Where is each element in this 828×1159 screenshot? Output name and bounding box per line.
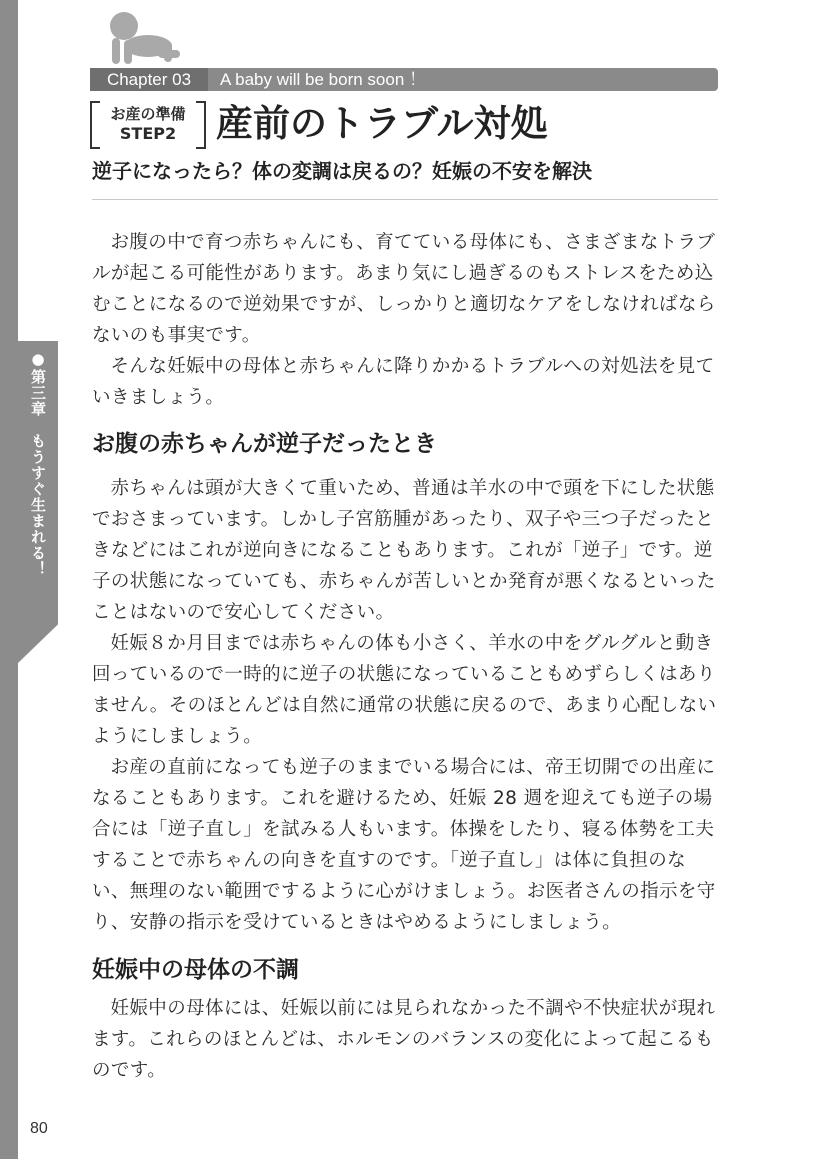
breech-paragraph-1: 赤ちゃんは頭が大きくて重いため、普通は羊水の中で頭を下にした状態でおさまっています。しかし子宮筋腫があったり、双子や三つ子だったときなどにはこれが逆向きになることもあります。これが「逆子」です。逆子の状態になっていても、赤ちゃんが苦しいとか発育が悪くなるといったことはないので安心してください。	[92, 478, 716, 623]
divider	[92, 199, 718, 200]
intro-paragraph-2: そんな妊娠中の母体と赤ちゃんに降りかかるトラブルへの対処法を見ていきましょう。	[92, 356, 715, 408]
chapter-title: A baby will be born soon ！	[220, 70, 427, 89]
step-label-box	[90, 101, 206, 147]
breech-paragraph-3: お産の直前になっても逆子のままでいる場合には、帝王切開での出産になることもあります。これを避けるため、妊娠 28 週を迎えても逆子の場合には「逆子直し」を試みる人もいます。体操をしたり、寝る体勢を工夫することで赤ちゃんの向きを直すのです。「逆子直し」は体に負担のない、無理のない範囲でするように心がけましょう。お医者さんの指示を守り、安静の指示を受けているときはやめるようにしましょう。	[92, 757, 716, 933]
breech-paragraph-2: 妊娠８か月目までは赤ちゃんの体も小さく、羊水の中をグルグルと動き回っているので一時的に逆子の状態になっていることもめずらしくはありません。そのほとんどは自然に通常の状態に戻るので、あまり心配しないようにしましょう。	[92, 633, 717, 747]
step-number: STEP2	[119, 124, 177, 143]
crawling-baby-icon	[102, 10, 182, 68]
section-heading-maternal-condition: 妊娠中の母体の不調	[92, 957, 299, 983]
side-strip	[0, 0, 18, 1159]
step-category: お産の準備	[110, 105, 186, 123]
section-heading-breech: お腹の赤ちゃんが逆子だったとき	[92, 431, 437, 457]
intro-paragraph-1: お腹の中で育つ赤ちゃんにも、育てている母体にも、さまざまなトラブルが起こる可能性があります。あまり気にし過ぎるのもストレスをため込むことになるので逆効果ですが、しっかりと適切なケアをしなければならないのも事実です。	[92, 232, 716, 346]
chapter-number: Chapter 03	[90, 68, 208, 91]
maternal-paragraph-1: 妊娠中の母体には、妊娠以前には見られなかった不調や不快症状が現れます。これらのほとんどは、ホルモンのバランスの変化によって起こるものです。	[92, 998, 716, 1081]
page-subtitle: 逆子になったら？体の変調は戻るの？妊娠の不安を解決	[92, 159, 592, 183]
side-tab-label: ●第三章 もうすぐ生まれる！	[29, 350, 47, 577]
page-number: 80	[30, 1120, 48, 1137]
page-title: 産前のトラブル対処	[216, 102, 548, 145]
chapter-banner	[90, 68, 718, 91]
